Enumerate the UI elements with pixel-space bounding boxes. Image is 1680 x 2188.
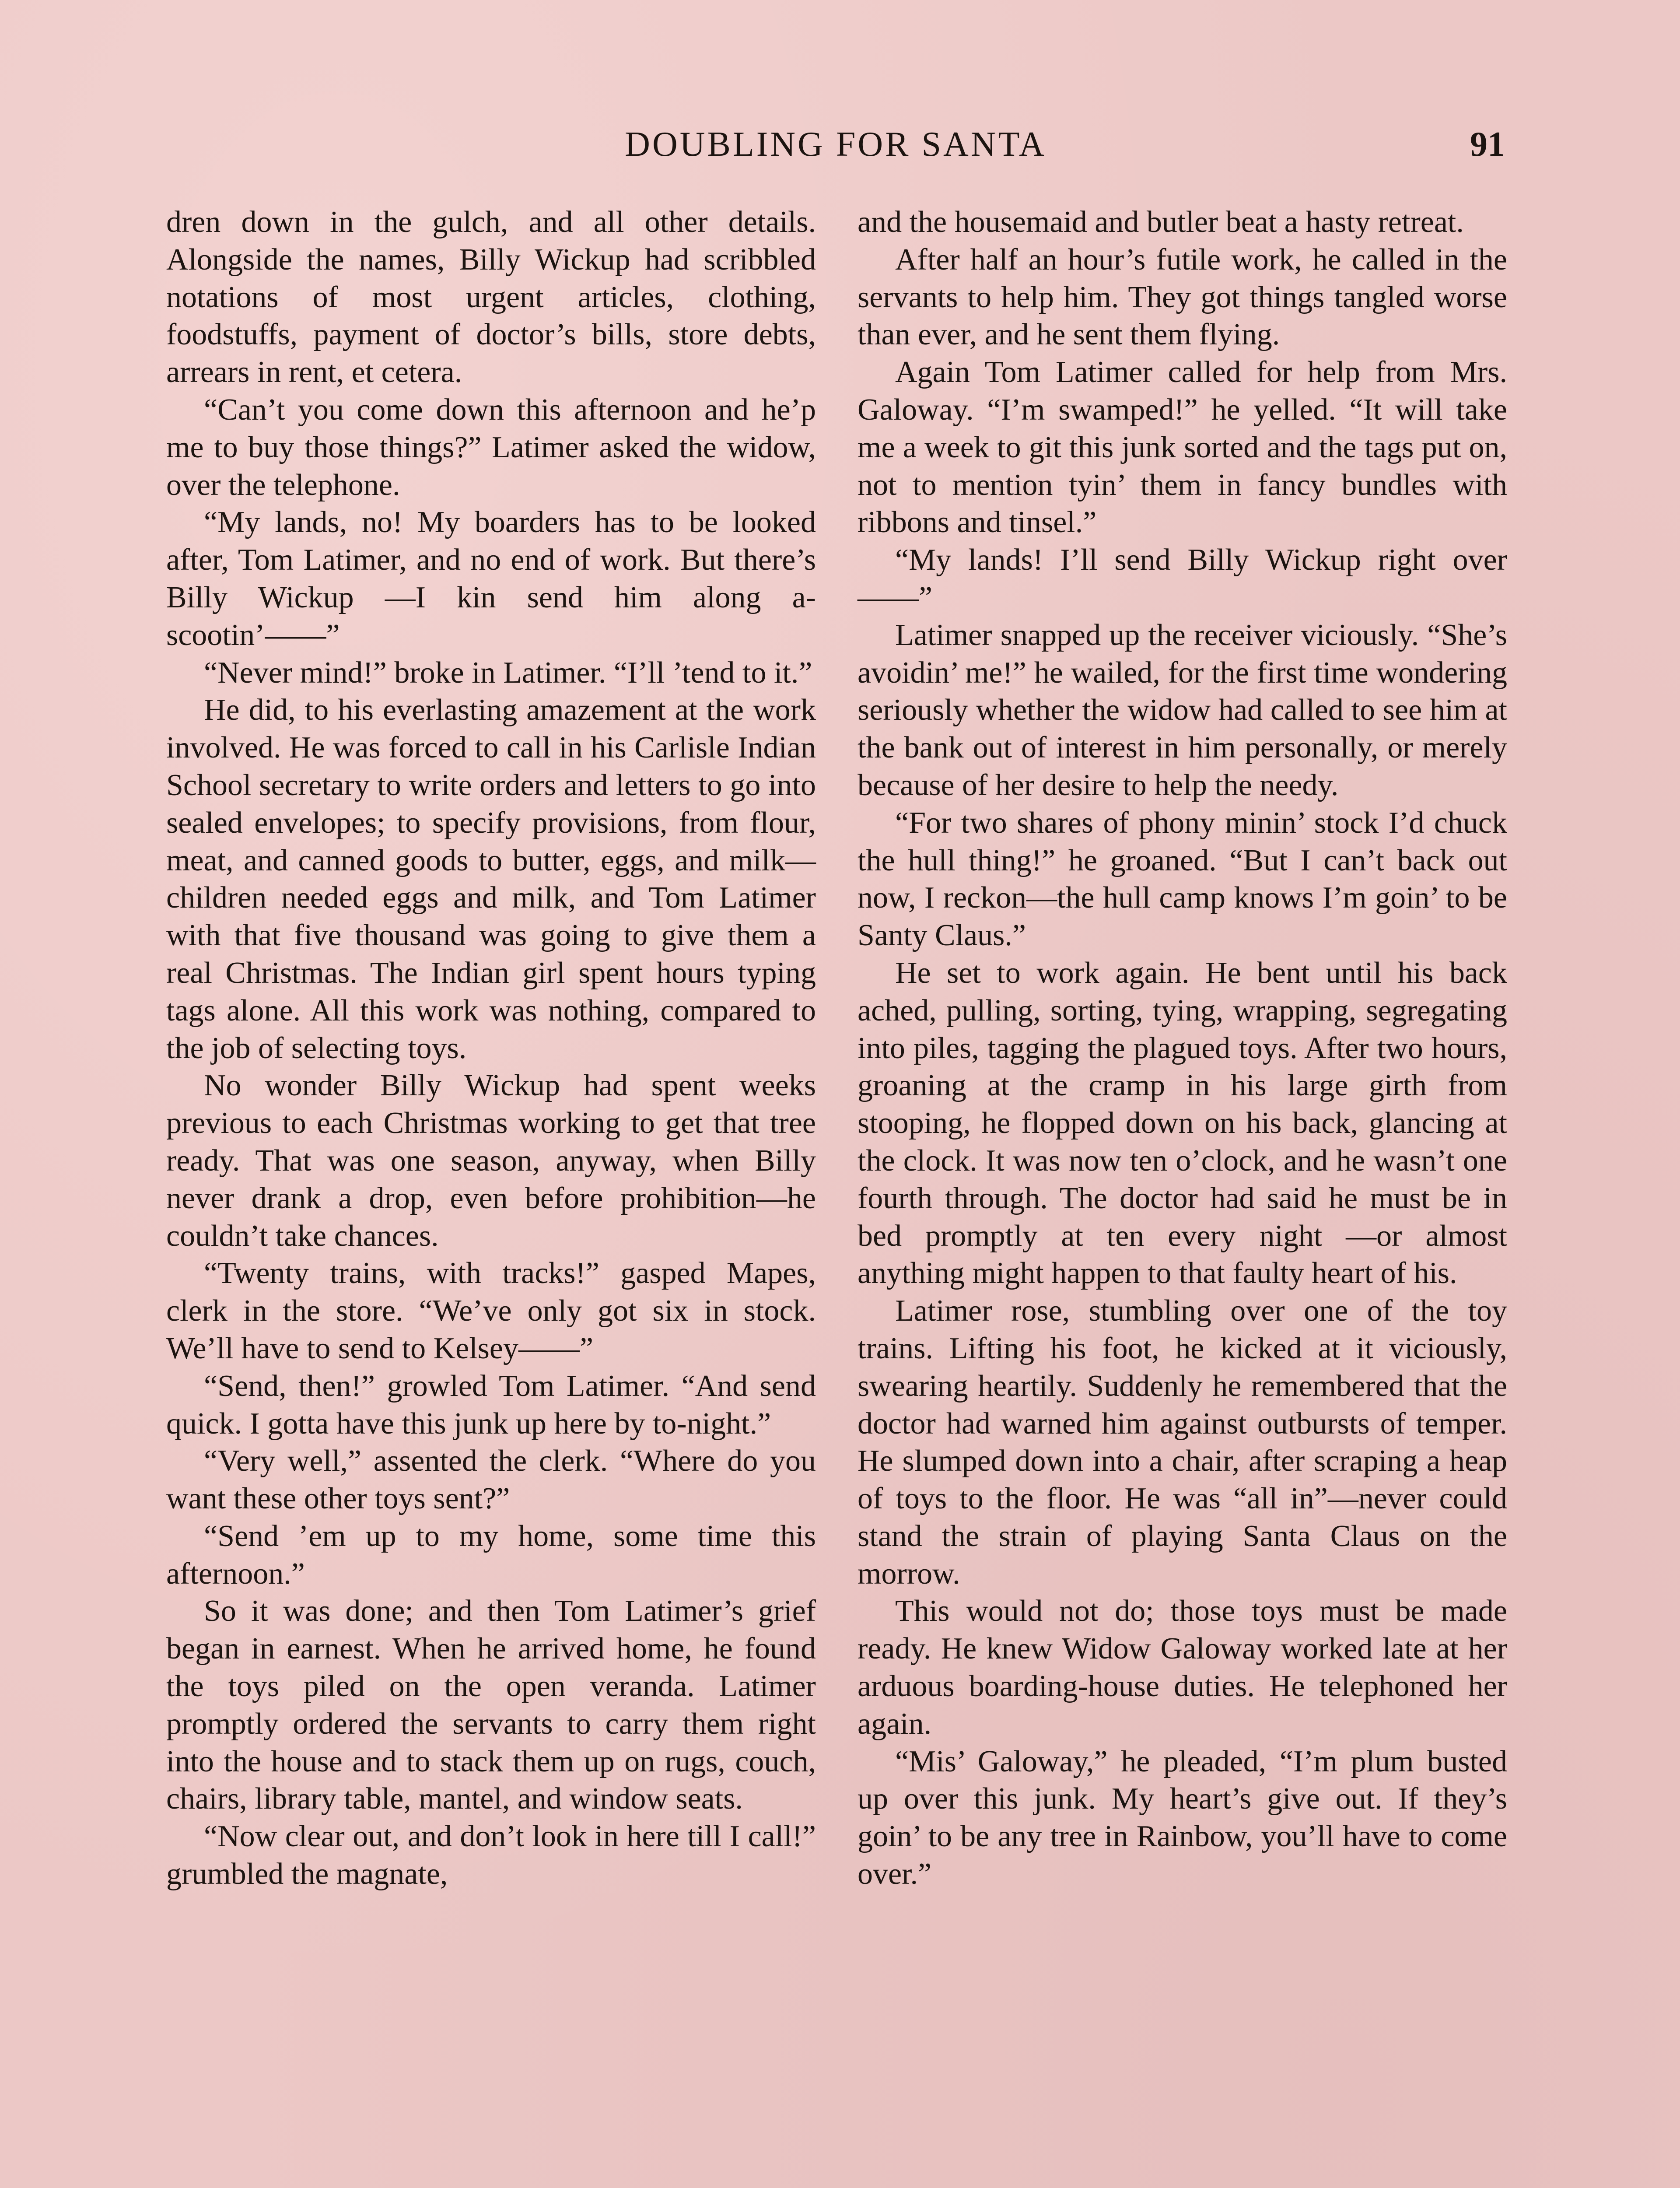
paragraph: “Send, then!” growled Tom Latimer. “And send quick. I gotta have this junk up here by to-night.” [166,1369,816,1441]
paragraph: After half an hour’s futile work, he called in the servants to help him. They got things tangled worse than ever, and he sent them flying. [858,242,1507,352]
paragraph: Again Tom Latimer called for help from Mrs. Galoway. “I’m swamped!” he yelled. “It will take me a week to git this junk sorted and the tags put on, not to mention tyin’ them in fancy bundles with ribbons and tinsel.” [858,355,1507,540]
right-column [858,203,1507,1893]
paragraph: He did, to his everlasting amazement at the work involved. He was forced to call in his Carlisle Indian School secretary to write orders and letters to go into sealed envelopes; to specify provisions, from flour, meat, and canned goods to butter, eggs, and milk—children needed eggs and milk, and Tom Latimer with that five thousand was going to give them a real Christmas. The Indian girl spent hours typing tags alone. All this work was nothing, compared to the job of selecting toys. [166,693,816,1065]
paragraph: “My lands, no! My boarders has to be looked after, Tom Latimer, and no end of work. But there’s Billy Wickup —I kin send him along a-scootin’——” [166,505,816,652]
paragraph: “For two shares of phony minin’ stock I’d chuck the hull thing!” he groaned. “But I can’t back out now, I reckon—the hull camp knows I’m goin’ to be Santy Claus.” [858,806,1507,953]
paragraph: “Very well,” assented the clerk. “Where do you want these other toys sent?” [166,1444,816,1516]
paragraph: “Never mind!” broke in Latimer. “I’ll ’tend to it.” [204,656,812,690]
paragraph: dren down in the gulch, and all other details. Alongside the names, Billy Wickup had scribbled notations of most urgent articles, clothing, foodstuffs, payment of doctor’s bills, store debts, arrears in rent, et cetera. [166,205,816,389]
paragraph: Latimer rose, stumbling over one of the toy trains. Lifting his foot, he kicked at it viciously, swearing heartily. Suddenly he remembered that the doctor had warned him against outbursts of temper. He slumped down into a chair, after scraping a heap of toys to the floor. He was “all in”—never could stand the strain of playing Santa Claus on the morrow. [858,1294,1507,1591]
page-number: 91 [1470,125,1505,164]
paragraph: “Mis’ Galoway,” he pleaded, “I’m plum busted up over this junk. My heart’s give out. If they’s goin’ to be any tree in Rainbow, you’ll have to come over.” [858,1744,1507,1891]
paragraph: “Send ’em up to my home, some time this afternoon.” [166,1519,816,1591]
paragraph: No wonder Billy Wickup had spent weeks previous to each Christmas working to get that tree ready. That was one season, anyway, when Billy never drank a drop, even before prohibition—he couldn’t take chances. [166,1069,816,1253]
paragraph: “My lands! I’ll send Billy Wickup right over——” [858,543,1507,614]
paragraph: Latimer snapped up the receiver viciously. “She’s avoidin’ me!” he wailed, for the first time wondering seriously whether the widow had called to see him at the bank out of interest in him personally, or merely because of her desire to help the needy. [858,618,1507,802]
running-title: DOUBLING FOR SANTA [625,125,1046,164]
left-column [166,203,816,1893]
paragraph: So it was done; and then Tom Latimer’s grief began in earnest. When he arrived home, he found the toys piled on the open veranda. Latimer promptly ordered the servants to carry them right into the house and to stack them up on rugs, couch, chairs, library table, mantel, and window seats. [166,1594,816,1816]
paragraph: “Twenty trains, with tracks!” gasped Mapes, clerk in the store. “We’ve only got six in stock. We’ll have to send to Kelsey——” [166,1256,816,1365]
running-head [166,118,1505,171]
paragraph: He set to work again. He bent until his back ached, pulling, sorting, tying, wrapping, segregating into piles, tagging the plagued toys. After two hours, groaning at the cramp in his large girth from stooping, he flopped down on his back, glancing at the clock. It was now ten o’clock, and he wasn’t one fourth through. The doctor had said he must be in bed promptly at ten every night —or almost anything might happen to that faulty heart of his. [858,956,1507,1290]
paragraph: “Can’t you come down this afternoon and he’p me to buy those things?” Latimer asked the widow, over the telephone. [166,393,816,502]
paragraph: “Now clear out, and don’t look in here till I call!” grumbled the magnate, [166,1820,816,1891]
paragraph: This would not do; those toys must be made ready. He knew Widow Galoway worked late at her arduous boarding-house duties. He telephoned her again. [858,1594,1507,1741]
paragraph: and the housemaid and butler beat a hasty retreat. [858,205,1464,239]
